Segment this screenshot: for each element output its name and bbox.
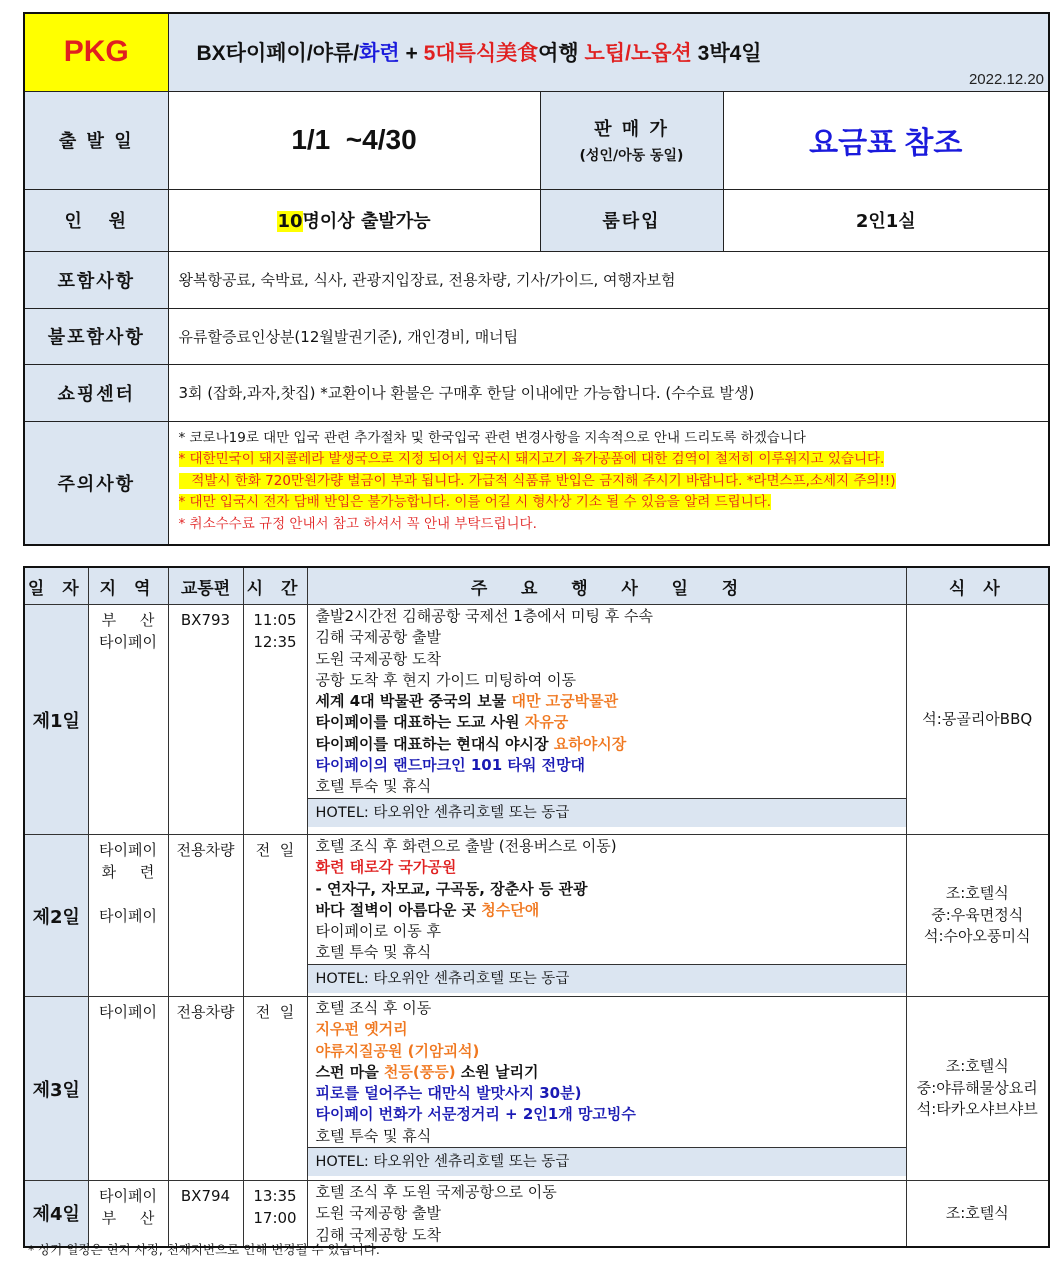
schedule-text: 소원 날리기: [455, 1062, 539, 1081]
title-part: 5대특식美食: [423, 42, 539, 66]
schedule-line: [316, 670, 906, 691]
schedule-line: [316, 606, 906, 627]
meal-cell: [906, 835, 1049, 997]
schedule-text: 야류지질공원 (기암괴석): [315, 1041, 480, 1060]
schedule-text: 타이페이의 랜드마크인 101 타워 전망대: [315, 756, 586, 775]
schedule-line: [316, 998, 906, 1019]
schedule-line: [316, 921, 906, 942]
schedule-text: 자유궁: [524, 713, 569, 732]
people-min-count: 10: [277, 211, 303, 232]
schedule-line: [316, 1019, 906, 1040]
schedule-line: [316, 1041, 906, 1062]
people-value: [168, 189, 540, 251]
people-label: 인 원: [24, 189, 168, 251]
departure-value: 1/1 ~4/30: [168, 91, 540, 189]
region-cell: [88, 605, 168, 835]
schedule-text: 출발2시간전 김해공항 국제선 1층에서 미팅 후 수속: [315, 607, 653, 625]
region-cell: [88, 1181, 168, 1247]
schedule-text: 화련 태로각 국가공원: [315, 858, 457, 877]
note-item: * 대한민국이 돼지콜레라 발생국으로 지정 되어서 입국시 돼지고기 육가공품에 대한 검역이 철저히 이루워지고 있습니다.: [178, 451, 885, 467]
day-label: 제1일: [24, 605, 88, 835]
transport-cell: 전용차량: [168, 835, 243, 997]
schedule-line: [316, 879, 906, 900]
region-name: 타이페이: [99, 633, 157, 651]
meal-cell: [906, 997, 1049, 1181]
schedule-text: 타이페이를 대표하는 도교 사원: [315, 713, 525, 732]
title-part: 3박4일: [691, 42, 762, 66]
region-name: 화 련: [101, 863, 155, 881]
schedule-line: [316, 1062, 906, 1083]
schedule-text: 타이페이 번화가 서문정거리 + 2인1개 망고빙수: [315, 1105, 636, 1124]
hotel-info: HOTEL: 타오위안 센츄리호텔 또는 동급: [308, 1147, 906, 1176]
note-item: 적발시 한화 720만원가량 벌금이 부과 됩니다. 가급적 식품류 반입은 금지해 주시기 바랍니다. *라면스프,소세지 주의!!): [178, 472, 896, 489]
region-name: 타이페이: [99, 1003, 157, 1021]
note-item: * 취소수수료 규정 안내서 참고 하셔서 꼭 안내 부탁드립니다.: [178, 515, 537, 532]
meal-item: 조:호텔식: [945, 884, 1009, 903]
schedule-line: [316, 691, 906, 712]
schedule-line: [316, 1182, 906, 1203]
schedule-text: 스펀 마을: [315, 1062, 384, 1081]
col-header-region: 지 역: [88, 567, 168, 605]
room-label: 룸타입: [540, 189, 723, 251]
transport-cell: 전용차량: [168, 997, 243, 1181]
transport-cell: BX793: [168, 605, 243, 835]
title-part: 여행: [538, 42, 585, 66]
time-value: 12:35: [253, 633, 297, 651]
schedule-line: [316, 836, 906, 857]
hotel-info: HOTEL: 타오위안 센츄리호텔 또는 동급: [308, 798, 906, 827]
schedule-text: 타이페이를 대표하는 현대식 야시장: [315, 734, 554, 753]
meal-item: 석:수아오풍미식: [924, 927, 1031, 946]
schedule-text: 대만 고궁박물관: [511, 692, 619, 711]
price-label: [540, 91, 723, 189]
issue-date: 2022.12.20: [968, 70, 1045, 88]
schedule-line: [316, 1083, 906, 1104]
meal-item: 중:우육면정식: [931, 905, 1024, 924]
notes-list: [168, 421, 1049, 545]
note-item: * 대만 입국시 전자 담배 반입은 불가능합니다. 이를 어길 시 형사상 기소 될 수 있음을 알려 드립니다.: [178, 494, 772, 510]
col-header-time: 시 간: [243, 567, 307, 605]
col-header-day: 일 자: [24, 567, 88, 605]
region-name: 부 산: [101, 611, 155, 629]
itinerary-header-row: [24, 567, 1049, 605]
included-label: 포함사항: [24, 251, 168, 308]
schedule-line: [316, 776, 906, 797]
schedule-text: 김해 국제공항 출발: [315, 628, 441, 647]
price-value: 요금표 참조: [723, 91, 1049, 189]
title-part: +: [399, 42, 424, 66]
title-part: 노팁/노옵션: [584, 42, 692, 66]
itinerary-table: [23, 566, 1050, 1248]
schedule-footnote: * 상기 일정은 현지 사정, 천재지변으로 인해 변경될 수 있습니다.: [28, 1242, 380, 1257]
room-value: 2인1실: [723, 189, 1049, 251]
notes-label: 주의사항: [24, 421, 168, 545]
included-value: 왕복항공료, 숙박료, 식사, 관광지입장료, 전용차량, 기사/가이드, 여행자보험: [168, 251, 1049, 308]
title-part: BX타이페이/야류/: [196, 42, 360, 66]
itinerary-day-row: [24, 605, 1049, 835]
meal-item: 조:호텔식: [945, 1203, 1009, 1222]
schedule-line: [316, 1203, 906, 1224]
schedule-line: [316, 857, 906, 878]
meal-cell: [906, 605, 1049, 835]
meal-cell: [906, 1181, 1049, 1247]
time-value: 전 일: [255, 841, 295, 859]
people-value-text: 명이상 출발가능: [302, 211, 431, 232]
schedule-line: [316, 627, 906, 648]
region-name: 타이페이: [99, 841, 157, 859]
excluded-value: 유류할증료인상분(12월발권기준), 개인경비, 매너팁: [168, 308, 1049, 364]
region-name: 타이페이: [99, 907, 157, 925]
meal-item: 석:몽골리아BBQ: [922, 709, 1033, 728]
schedule-text: 호텔 조식 후 도원 국제공항으로 이동: [315, 1183, 557, 1201]
itinerary-day-row: [24, 1181, 1049, 1247]
region-name: 타이페이: [99, 1187, 157, 1205]
schedule-text: 바다 절벽이 아름다운 곳: [315, 900, 482, 919]
hotel-info: HOTEL: 타오위안 센츄리호텔 또는 동급: [308, 964, 906, 993]
price-label-text: 판 매 가: [594, 119, 669, 140]
region-name: 부 산: [101, 1209, 155, 1227]
meal-item: 석:타카오샤브샤브: [916, 1100, 1038, 1119]
schedule-text: 호텔 투숙 및 휴식: [315, 777, 432, 796]
pkg-badge: PKG: [24, 13, 168, 91]
time-value: 11:05: [253, 611, 297, 629]
schedule-cell: [307, 835, 906, 997]
region-name: [89, 883, 168, 905]
schedule-text: 김해 국제공항 도착: [315, 1225, 441, 1244]
schedule-text: 도원 국제공항 도착: [315, 649, 441, 668]
schedule-text: 천등(풍등): [383, 1062, 456, 1081]
schedule-text: 호텔 투숙 및 휴식: [315, 1126, 432, 1145]
excluded-label: 불포함사항: [24, 308, 168, 364]
schedule-text: 청수단애: [481, 900, 540, 919]
schedule-line: [316, 942, 906, 963]
schedule-line: [316, 900, 906, 921]
schedule-text: 요하야시장: [553, 734, 627, 753]
transport-cell: BX794: [168, 1181, 243, 1247]
time-cell: [243, 997, 307, 1181]
schedule-cell: [307, 1181, 906, 1247]
itinerary-day-row: [24, 835, 1049, 997]
shopping-value: 3회 (잡화,과자,찻집) *교환이나 환불은 구매후 한달 이내에만 가능합니다. (수수료 발생): [168, 364, 1049, 421]
schedule-cell: [307, 605, 906, 835]
schedule-cell: [307, 997, 906, 1181]
meal-item: 조:호텔식: [945, 1057, 1009, 1076]
schedule-text: 지우펀 옛거리: [315, 1020, 408, 1039]
day-label: 제4일: [24, 1181, 88, 1247]
itinerary-day-row: [24, 997, 1049, 1181]
meal-item: 중:야류해물상요리: [916, 1078, 1038, 1097]
departure-label: 출 발 일: [24, 91, 168, 189]
schedule-line: [316, 649, 906, 670]
day-label: 제3일: [24, 997, 88, 1181]
schedule-text: 공항 도착 후 현지 가이드 미팅하여 이동: [315, 670, 576, 689]
time-cell: [243, 835, 307, 997]
time-cell: [243, 1181, 307, 1247]
col-header-schedule: 주 요 행 사 일 정: [307, 567, 906, 605]
package-title: [168, 13, 1049, 91]
schedule-text: - 연자구, 자모교, 구곡동, 장춘사 등 관광: [315, 879, 588, 898]
schedule-text: 호텔 조식 후 이동: [315, 999, 432, 1017]
time-value: 17:00: [253, 1209, 297, 1227]
region-cell: [88, 835, 168, 997]
schedule-line: [316, 734, 906, 755]
shopping-label: 쇼핑센터: [24, 364, 168, 421]
note-item: * 코로나19로 대만 입국 관련 추가절차 및 한국입국 관련 변경사항을 지속적으로 안내 드리도록 하겠습니다: [178, 429, 806, 446]
schedule-line: [316, 1225, 906, 1246]
time-value: 13:35: [253, 1187, 297, 1205]
col-header-meal: 식 사: [906, 567, 1049, 605]
package-info-table: [23, 12, 1050, 546]
col-header-transport: 교통편: [168, 567, 243, 605]
region-cell: [88, 997, 168, 1181]
schedule-line: [316, 1104, 906, 1125]
time-cell: [243, 605, 307, 835]
schedule-text: 타이페이로 이동 후: [315, 922, 441, 941]
time-value: 전 일: [255, 1003, 295, 1021]
day-label: 제2일: [24, 835, 88, 997]
title-part: 화련: [359, 42, 400, 66]
schedule-line: [316, 755, 906, 776]
schedule-text: 호텔 조식 후 화련으로 출발 (전용버스로 이동): [315, 837, 617, 855]
schedule-text: 호텔 투숙 및 휴식: [315, 943, 432, 962]
schedule-text: 도원 국제공항 출발: [315, 1204, 441, 1223]
price-sub-label: (성인/아동 동일): [579, 148, 684, 164]
schedule-text: 피로를 덜어주는 대만식 발맛사지 30분): [315, 1084, 582, 1103]
schedule-text: 세계 4대 박물관 중국의 보물: [315, 692, 512, 711]
schedule-line: [316, 1126, 906, 1147]
schedule-line: [316, 712, 906, 733]
title-text: [197, 42, 762, 65]
